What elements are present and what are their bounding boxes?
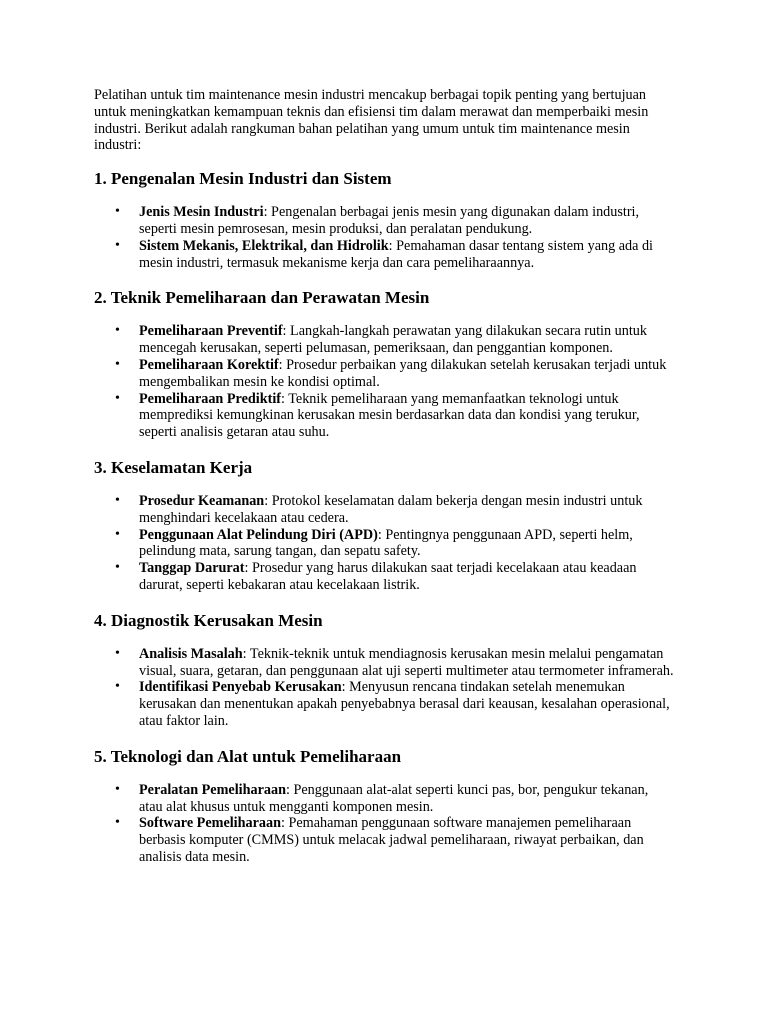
bullet-icon: • (115, 560, 120, 576)
item-term: Penggunaan Alat Pelindung Diri (APD) (139, 526, 378, 543)
bullet-list (94, 204, 674, 271)
item-text: : Langkah-langkah perawatan yang dilakukan secara rutin untuk mencegah kerusakan, seperti pelumasan, pemeriksaan, dan penggantian komponen. (139, 323, 647, 357)
list-item (94, 815, 674, 865)
item-term: Jenis Mesin Industri (139, 204, 264, 221)
item-term: Prosedur Keamanan (139, 492, 265, 509)
list-item (94, 560, 674, 594)
section-5 (94, 747, 674, 866)
list-item (94, 391, 674, 441)
item-text: : Protokol keselamatan dalam bekerja dengan mesin industri untuk menghindari kecelakaan atau cedera. (139, 492, 643, 526)
item-term: Software Pemeliharaan (139, 815, 281, 832)
list-item (94, 527, 674, 561)
item-term: Tanggap Darurat (139, 560, 245, 577)
bullet-icon: • (115, 323, 120, 339)
bullet-icon: • (115, 526, 120, 542)
list-item (94, 238, 674, 272)
bullet-icon: • (115, 390, 120, 406)
intro-paragraph: Pelatihan untuk tim maintenance mesin industri mencakup berbagai topik penting yang bertujuan untuk meningkatkan kemampuan teknis dan efisiensi tim dalam merawat dan memperbaiki mesin industri. Berikut adalah rangkuman bahan pelatihan yang umum untuk tim maintenance mesin industri: (94, 87, 649, 154)
list-item (94, 204, 674, 238)
bullet-icon: • (115, 679, 120, 695)
list-item (94, 323, 674, 357)
section-2 (94, 288, 674, 441)
list-item (94, 493, 674, 527)
item-text: : Penggunaan alat-alat seperti kunci pas, bor, pengukur tekanan, atau alat khusus untuk mengganti komponen mesin. (139, 781, 649, 815)
bullet-list (94, 493, 674, 594)
list-item (94, 357, 674, 391)
section-1 (94, 169, 674, 271)
section-heading: 2. Teknik Pemeliharaan dan Perawatan Mesin (94, 288, 430, 308)
section-heading: 4. Diagnostik Kerusakan Mesin (94, 610, 323, 630)
document-page (94, 87, 674, 866)
bullet-list (94, 646, 674, 730)
item-text: : Teknik pemeliharaan yang memanfaatkan teknologi untuk memprediksi kemungkinan kerusakan mesin berdasarkan data dan kondisi yang terukur, seperti analisis getaran atau suhu. (139, 390, 640, 441)
bullet-list (94, 323, 674, 441)
item-term: Pemeliharaan Preventif (139, 323, 283, 340)
bullet-list (94, 782, 674, 866)
list-item (94, 782, 674, 816)
bullet-icon: • (115, 356, 120, 372)
item-term: Sistem Mekanis, Elektrikal, dan Hidrolik (139, 237, 389, 254)
item-text: : Teknik-teknik untuk mendiagnosis kerusakan mesin melalui pengamatan visual, suara, getaran, dan penggunaan alat uji seperti multimeter atau termometer inframerah. (139, 645, 674, 679)
item-term: Pemeliharaan Prediktif (139, 390, 281, 407)
item-text: : Prosedur perbaikan yang dilakukan setelah kerusakan terjadi untuk mengembalikan mesin ke kondisi optimal. (139, 356, 667, 390)
bullet-icon: • (115, 237, 120, 253)
item-term: Peralatan Pemeliharaan (139, 781, 286, 798)
bullet-icon: • (115, 492, 120, 508)
item-text: : Pentingnya penggunaan APD, seperti helm, pelindung mata, sarung tangan, dan sepatu safety. (139, 526, 633, 560)
list-item (94, 679, 674, 729)
list-item (94, 646, 674, 680)
section-4 (94, 611, 674, 730)
item-text: : Pemahaman dasar tentang sistem yang ada di mesin industri, termasuk mekanisme kerja dan cara pemeliharaannya. (139, 237, 654, 271)
section-heading: 1. Pengenalan Mesin Industri dan Sistem (94, 169, 392, 189)
item-text: : Pemahaman penggunaan software manajemen pemeliharaan berbasis komputer (CMMS) untuk melacak jadwal pemeliharaan, riwayat perbaikan, dan analisis data mesin. (139, 815, 644, 865)
bullet-icon: • (115, 781, 120, 797)
section-heading: 5. Teknologi dan Alat untuk Pemeliharaan (94, 746, 402, 766)
item-term: Analisis Masalah (139, 645, 243, 662)
item-term: Identifikasi Penyebab Kerusakan (139, 679, 342, 696)
item-term: Pemeliharaan Korektif (139, 356, 279, 373)
bullet-icon: • (115, 815, 120, 831)
bullet-icon: • (115, 204, 120, 220)
item-text: : Pengenalan berbagai jenis mesin yang digunakan dalam industri, seperti mesin pemrosesan, mesin produksi, dan peralatan pendukung. (139, 204, 640, 237)
item-text: : Prosedur yang harus dilakukan saat terjadi kecelakaan atau keadaan darurat, seperti kebakaran atau kecelakaan listrik. (139, 560, 637, 593)
section-3 (94, 458, 674, 594)
bullet-icon: • (115, 645, 120, 661)
item-text: : Menyusun rencana tindakan setelah menemukan kerusakan dan menentukan apakah penyebabnya berasal dari keausan, kesalahan operasional, atau faktor lain. (139, 679, 670, 729)
section-heading: 3. Keselamatan Kerja (94, 457, 253, 477)
